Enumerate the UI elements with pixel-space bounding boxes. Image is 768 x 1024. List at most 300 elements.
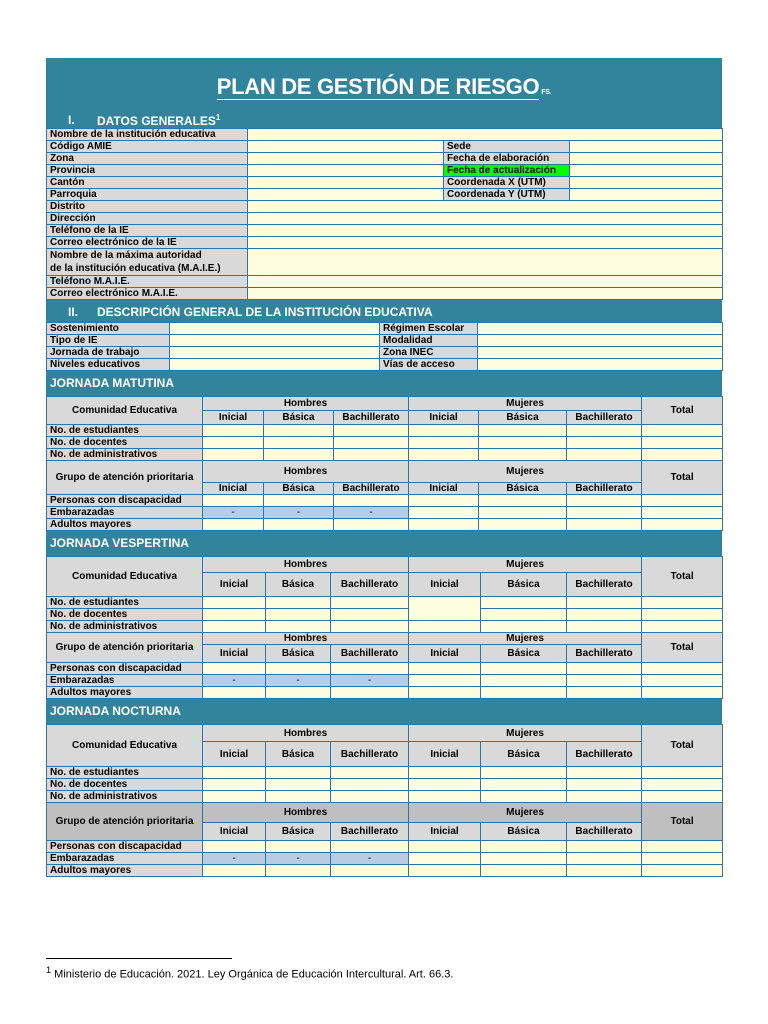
row-label-embarazadas: Embarazadas bbox=[47, 853, 203, 865]
label-codigo-amie: Código AMIE bbox=[47, 141, 248, 153]
cell-input[interactable] bbox=[203, 495, 264, 507]
label-fecha-actualizacion: Fecha de actualización bbox=[444, 165, 570, 177]
header-grupo-prioritario: Grupo de atención prioritaria bbox=[47, 633, 203, 663]
header-bachillerato: Bachillerato bbox=[567, 411, 642, 425]
section-datos-generales bbox=[46, 110, 722, 128]
cell-input[interactable] bbox=[264, 495, 334, 507]
cell-input[interactable] bbox=[203, 425, 264, 437]
jornada-matutina-header: JORNADA MATUTINA bbox=[46, 371, 722, 396]
cell-input[interactable] bbox=[409, 449, 479, 461]
section-title: DESCRIPCIÓN GENERAL DE LA INSTITUCIÓN EDUCATIVA bbox=[97, 305, 433, 319]
header-bachillerato: Bachillerato bbox=[334, 411, 409, 425]
cell-input[interactable] bbox=[409, 425, 479, 437]
cell-input[interactable] bbox=[642, 853, 723, 865]
table-row bbox=[47, 425, 723, 437]
cell-input[interactable] bbox=[266, 597, 331, 609]
header-inicial: Inicial bbox=[409, 823, 481, 841]
input-coord-x[interactable] bbox=[570, 177, 723, 189]
label-parroquia: Parroquia bbox=[47, 189, 248, 201]
cell-input[interactable] bbox=[567, 663, 642, 675]
row-label-administrativos: No. de administrativos bbox=[47, 791, 203, 803]
cell-input[interactable] bbox=[331, 865, 409, 877]
header-inicial: Inicial bbox=[409, 483, 479, 495]
header-grupo-prioritario: Grupo de atención prioritaria bbox=[47, 461, 203, 495]
cell-input[interactable] bbox=[409, 495, 479, 507]
footnote-separator bbox=[46, 958, 232, 959]
cell-input[interactable] bbox=[334, 449, 409, 461]
cell-input[interactable] bbox=[334, 437, 409, 449]
input-parroquia[interactable] bbox=[248, 189, 444, 201]
row-label-discapacidad: Personas con discapacidad bbox=[47, 841, 203, 853]
input-correo-maie[interactable] bbox=[248, 288, 723, 300]
header-bachillerato: Bachillerato bbox=[567, 573, 642, 597]
cell-input[interactable] bbox=[203, 687, 266, 699]
header-bachillerato: Bachillerato bbox=[567, 823, 642, 841]
descripcion-table bbox=[46, 322, 723, 371]
cell-input[interactable] bbox=[567, 507, 642, 519]
input-fecha-actualizacion[interactable] bbox=[570, 165, 723, 177]
cell-input[interactable] bbox=[642, 663, 723, 675]
jornada-nocturna-table bbox=[46, 724, 723, 877]
row-label-adultos: Adultos mayores bbox=[47, 519, 203, 531]
cell-input[interactable] bbox=[203, 437, 264, 449]
risk-plan-form bbox=[46, 58, 722, 877]
footnote-number: 1 bbox=[46, 965, 52, 975]
section-number: I. bbox=[68, 113, 75, 127]
row-label-docentes: No. de docentes bbox=[47, 437, 203, 449]
cell-input[interactable] bbox=[567, 687, 642, 699]
cell-input[interactable] bbox=[409, 791, 481, 803]
header-basica: Básica bbox=[481, 823, 567, 841]
cell-input[interactable] bbox=[642, 687, 723, 699]
cell-na: - bbox=[331, 853, 409, 865]
header-mujeres: Mujeres bbox=[409, 803, 642, 823]
jornada-nocturna-header: JORNADA NOCTURNA bbox=[46, 699, 722, 724]
cell-input[interactable] bbox=[331, 609, 409, 621]
table-row bbox=[47, 767, 723, 779]
label-regimen: Régimen Escolar bbox=[380, 323, 478, 335]
cell-input[interactable] bbox=[203, 449, 264, 461]
header-total: Total bbox=[642, 725, 723, 767]
cell-input[interactable] bbox=[567, 519, 642, 531]
label-distrito: Distrito bbox=[47, 201, 248, 213]
cell-input[interactable] bbox=[409, 437, 479, 449]
cell-input[interactable] bbox=[642, 841, 723, 853]
cell-input[interactable] bbox=[334, 425, 409, 437]
cell-input[interactable] bbox=[567, 437, 642, 449]
header-hombres: Hombres bbox=[203, 557, 409, 573]
label-nombre-maie bbox=[47, 249, 248, 276]
cell-input[interactable] bbox=[331, 841, 409, 853]
cell-input[interactable] bbox=[266, 609, 331, 621]
cell-input[interactable] bbox=[264, 425, 334, 437]
header-basica: Básica bbox=[264, 411, 334, 425]
cell-input[interactable] bbox=[642, 791, 723, 803]
cell-input[interactable] bbox=[481, 791, 567, 803]
header-inicial: Inicial bbox=[203, 411, 264, 425]
row-label-adultos: Adultos mayores bbox=[47, 865, 203, 877]
table-row bbox=[47, 675, 723, 687]
cell-na: - bbox=[334, 507, 409, 519]
cell-input[interactable] bbox=[642, 437, 723, 449]
cell-na: - bbox=[203, 507, 264, 519]
table-row bbox=[47, 791, 723, 803]
input-correo-ie[interactable] bbox=[248, 237, 723, 249]
input-zona[interactable] bbox=[248, 153, 444, 165]
input-niveles[interactable] bbox=[170, 359, 380, 371]
header-inicial: Inicial bbox=[203, 645, 266, 663]
title-text: PLAN DE GESTIÓN DE RIESGO bbox=[216, 74, 540, 99]
cell-input[interactable] bbox=[203, 663, 266, 675]
row-label-embarazadas: Embarazadas bbox=[47, 675, 203, 687]
cell-input[interactable] bbox=[642, 519, 723, 531]
header-hombres: Hombres bbox=[203, 725, 409, 742]
input-telefono-maie[interactable] bbox=[248, 276, 723, 288]
cell-input[interactable] bbox=[567, 791, 642, 803]
table-row bbox=[47, 519, 723, 531]
input-nombre-ie[interactable] bbox=[248, 129, 723, 141]
cell-input[interactable] bbox=[481, 865, 567, 877]
cell-input[interactable] bbox=[331, 597, 409, 609]
header-inicial: Inicial bbox=[409, 411, 479, 425]
cell-input[interactable] bbox=[264, 519, 334, 531]
cell-input[interactable] bbox=[642, 865, 723, 877]
cell-input[interactable] bbox=[409, 519, 479, 531]
label-telefono-ie: Teléfono de la IE bbox=[47, 225, 248, 237]
row-label-estudiantes: No. de estudiantes bbox=[47, 767, 203, 779]
header-bachillerato: Bachillerato bbox=[567, 645, 642, 663]
jornada-vespertina-header: JORNADA VESPERTINA bbox=[46, 531, 722, 556]
table-row bbox=[47, 449, 723, 461]
input-distrito[interactable] bbox=[248, 201, 723, 213]
cell-na: - bbox=[331, 675, 409, 687]
jornada-matutina-table bbox=[46, 396, 723, 531]
cell-input[interactable] bbox=[642, 609, 723, 621]
cell-input[interactable] bbox=[266, 687, 331, 699]
cell-input[interactable] bbox=[409, 687, 481, 699]
cell-input[interactable] bbox=[567, 449, 642, 461]
header-hombres: Hombres bbox=[203, 461, 409, 483]
header-inicial: Inicial bbox=[203, 573, 266, 597]
header-total: Total bbox=[642, 557, 723, 597]
cell-input[interactable] bbox=[481, 597, 567, 609]
header-mujeres: Mujeres bbox=[409, 725, 642, 742]
header-mujeres: Mujeres bbox=[409, 557, 642, 573]
table-row bbox=[47, 663, 723, 675]
cell-input[interactable] bbox=[409, 663, 481, 675]
input-sostenimiento[interactable] bbox=[170, 323, 380, 335]
header-basica: Básica bbox=[479, 411, 567, 425]
header-hombres: Hombres bbox=[203, 803, 409, 823]
cell-input[interactable] bbox=[567, 767, 642, 779]
header-basica: Básica bbox=[266, 742, 331, 767]
cell-na: - bbox=[203, 675, 266, 687]
cell-input[interactable] bbox=[409, 507, 479, 519]
header-inicial: Inicial bbox=[203, 483, 264, 495]
cell-input[interactable] bbox=[642, 425, 723, 437]
header-bachillerato: Bachillerato bbox=[331, 742, 409, 767]
header-grupo-prioritario: Grupo de atención prioritaria bbox=[47, 803, 203, 841]
row-label-estudiantes: No. de estudiantes bbox=[47, 425, 203, 437]
header-inicial: Inicial bbox=[203, 823, 266, 841]
cell-input[interactable] bbox=[409, 597, 481, 621]
row-label-docentes: No. de docentes bbox=[47, 609, 203, 621]
cell-input[interactable] bbox=[331, 621, 409, 633]
cell-input[interactable] bbox=[409, 779, 481, 791]
header-inicial: Inicial bbox=[409, 645, 481, 663]
cell-input[interactable] bbox=[481, 675, 567, 687]
table-row bbox=[47, 437, 723, 449]
section-number: II. bbox=[68, 305, 79, 319]
input-regimen[interactable] bbox=[478, 323, 723, 335]
label-modalidad: Modalidad bbox=[380, 335, 478, 347]
row-label-estudiantes: No. de estudiantes bbox=[47, 597, 203, 609]
cell-input[interactable] bbox=[331, 663, 409, 675]
cell-input[interactable] bbox=[642, 779, 723, 791]
label-fecha-elaboracion: Fecha de elaboración bbox=[444, 153, 570, 165]
page-title bbox=[46, 74, 722, 100]
cell-input[interactable] bbox=[567, 865, 642, 877]
label-zona: Zona bbox=[47, 153, 248, 165]
cell-input[interactable] bbox=[479, 495, 567, 507]
cell-na: - bbox=[266, 675, 331, 687]
cell-input[interactable] bbox=[331, 687, 409, 699]
cell-input[interactable] bbox=[567, 425, 642, 437]
label-zona-inec: Zona INEC bbox=[380, 347, 478, 359]
header-bachillerato: Bachillerato bbox=[331, 645, 409, 663]
label-nombre-maie-line2: de la institución educativa (M.A.I.E.) bbox=[50, 263, 221, 274]
title-bar bbox=[46, 58, 722, 110]
label-sostenimiento: Sostenimiento bbox=[47, 323, 170, 335]
cell-input[interactable] bbox=[331, 779, 409, 791]
label-direccion: Dirección bbox=[47, 213, 248, 225]
label-nombre-ie: Nombre de la institución educativa bbox=[47, 129, 248, 141]
cell-input[interactable] bbox=[567, 597, 642, 609]
cell-input[interactable] bbox=[567, 841, 642, 853]
footnote-text: Ministerio de Educación. 2021. Ley Orgánica de Educación Intercultural. Art. 66.3. bbox=[51, 968, 454, 981]
cell-input[interactable] bbox=[266, 791, 331, 803]
cell-input[interactable] bbox=[642, 449, 723, 461]
section-label: DATOS GENERALES bbox=[97, 114, 216, 128]
cell-input[interactable] bbox=[567, 675, 642, 687]
cell-input[interactable] bbox=[266, 621, 331, 633]
cell-input[interactable] bbox=[642, 495, 723, 507]
header-basica: Básica bbox=[266, 573, 331, 597]
table-row bbox=[47, 609, 723, 621]
table-row bbox=[47, 597, 723, 609]
cell-input[interactable] bbox=[567, 853, 642, 865]
cell-input[interactable] bbox=[481, 841, 567, 853]
header-bachillerato: Bachillerato bbox=[567, 742, 642, 767]
cell-input[interactable] bbox=[481, 779, 567, 791]
jornada-vespertina-table bbox=[46, 556, 723, 699]
cell-input[interactable] bbox=[331, 791, 409, 803]
cell-na: - bbox=[266, 853, 331, 865]
header-total: Total bbox=[642, 633, 723, 663]
cell-input[interactable] bbox=[203, 609, 266, 621]
table-row bbox=[47, 779, 723, 791]
table-row bbox=[47, 507, 723, 519]
cell-input[interactable] bbox=[203, 865, 266, 877]
row-label-discapacidad: Personas con discapacidad bbox=[47, 663, 203, 675]
label-coord-x: Coordenada X (UTM) bbox=[444, 177, 570, 189]
cell-input[interactable] bbox=[481, 621, 567, 633]
header-inicial: Inicial bbox=[409, 573, 481, 597]
cell-input[interactable] bbox=[203, 519, 264, 531]
cell-input[interactable] bbox=[481, 609, 567, 621]
cell-input[interactable] bbox=[409, 675, 481, 687]
label-niveles: Niveles educativos bbox=[47, 359, 170, 371]
cell-input[interactable] bbox=[479, 507, 567, 519]
label-jornada: Jornada de trabajo bbox=[47, 347, 170, 359]
cell-input[interactable] bbox=[642, 621, 723, 633]
cell-input[interactable] bbox=[203, 597, 266, 609]
cell-input[interactable] bbox=[642, 675, 723, 687]
header-basica: Básica bbox=[266, 823, 331, 841]
cell-input[interactable] bbox=[567, 495, 642, 507]
label-provincia: Provincia bbox=[47, 165, 248, 177]
cell-input[interactable] bbox=[567, 779, 642, 791]
label-nombre-maie-line1: Nombre de la máxima autoridad bbox=[50, 250, 202, 261]
cell-input[interactable] bbox=[642, 507, 723, 519]
row-label-administrativos: No. de administrativos bbox=[47, 621, 203, 633]
cell-input[interactable] bbox=[203, 779, 266, 791]
section-descripcion-general bbox=[46, 300, 722, 322]
header-total: Total bbox=[642, 803, 723, 841]
cell-input[interactable] bbox=[203, 767, 266, 779]
input-tipo-ie[interactable] bbox=[170, 335, 380, 347]
input-fecha-elaboracion[interactable] bbox=[570, 153, 723, 165]
cell-input[interactable] bbox=[409, 621, 481, 633]
header-comunidad: Comunidad Educativa bbox=[47, 725, 203, 767]
table-row bbox=[47, 687, 723, 699]
header-basica: Básica bbox=[481, 573, 567, 597]
input-canton[interactable] bbox=[248, 177, 444, 189]
table-row bbox=[47, 621, 723, 633]
header-basica: Básica bbox=[266, 645, 331, 663]
cell-input[interactable] bbox=[203, 791, 266, 803]
row-label-administrativos: No. de administrativos bbox=[47, 449, 203, 461]
cell-input[interactable] bbox=[481, 687, 567, 699]
header-mujeres: Mujeres bbox=[409, 633, 642, 645]
header-bachillerato: Bachillerato bbox=[331, 823, 409, 841]
header-basica: Básica bbox=[479, 483, 567, 495]
header-basica: Básica bbox=[481, 645, 567, 663]
cell-input[interactable] bbox=[334, 495, 409, 507]
cell-input[interactable] bbox=[479, 437, 567, 449]
row-label-embarazadas: Embarazadas bbox=[47, 507, 203, 519]
footnote bbox=[46, 965, 453, 981]
cell-input[interactable] bbox=[642, 767, 723, 779]
cell-input[interactable] bbox=[481, 767, 567, 779]
header-basica: Básica bbox=[481, 742, 567, 767]
cell-input[interactable] bbox=[481, 663, 567, 675]
header-comunidad: Comunidad Educativa bbox=[47, 557, 203, 597]
table-row bbox=[47, 853, 723, 865]
input-sede[interactable] bbox=[570, 141, 723, 153]
cell-input[interactable] bbox=[567, 609, 642, 621]
header-mujeres: Mujeres bbox=[409, 461, 642, 483]
cell-input[interactable] bbox=[266, 767, 331, 779]
row-label-docentes: No. de docentes bbox=[47, 779, 203, 791]
label-correo-ie: Correo electrónico de la IE bbox=[47, 237, 248, 249]
cell-na: - bbox=[264, 507, 334, 519]
label-coord-y: Coordenada Y (UTM) bbox=[444, 189, 570, 201]
datos-generales-table bbox=[46, 128, 723, 300]
row-label-adultos: Adultos mayores bbox=[47, 687, 203, 699]
cell-input[interactable] bbox=[409, 853, 481, 865]
header-bachillerato: Bachillerato bbox=[334, 483, 409, 495]
table-row bbox=[47, 841, 723, 853]
cell-input[interactable] bbox=[203, 841, 266, 853]
cell-input[interactable] bbox=[203, 621, 266, 633]
label-correo-maie: Correo electrónico M.A.I.E. bbox=[47, 288, 248, 300]
label-telefono-maie: Teléfono M.A.I.E. bbox=[47, 276, 248, 288]
cell-input[interactable] bbox=[642, 597, 723, 609]
title-suffix: FS. bbox=[541, 89, 552, 96]
cell-input[interactable] bbox=[334, 519, 409, 531]
cell-input[interactable] bbox=[264, 449, 334, 461]
input-codigo-amie[interactable] bbox=[248, 141, 444, 153]
cell-input[interactable] bbox=[479, 519, 567, 531]
input-modalidad[interactable] bbox=[478, 335, 723, 347]
cell-input[interactable] bbox=[266, 841, 331, 853]
cell-input[interactable] bbox=[481, 853, 567, 865]
label-vias: Vías de acceso bbox=[380, 359, 478, 371]
table-row bbox=[47, 495, 723, 507]
cell-input[interactable] bbox=[331, 767, 409, 779]
header-mujeres: Mujeres bbox=[409, 397, 642, 411]
header-comunidad: Comunidad Educativa bbox=[47, 397, 203, 425]
input-vias[interactable] bbox=[478, 359, 723, 371]
input-provincia[interactable] bbox=[248, 165, 444, 177]
input-zona-inec[interactable] bbox=[478, 347, 723, 359]
cell-input[interactable] bbox=[409, 841, 481, 853]
input-nombre-maie[interactable] bbox=[248, 249, 723, 276]
header-bachillerato: Bachillerato bbox=[567, 483, 642, 495]
cell-input[interactable] bbox=[479, 449, 567, 461]
label-tipo-ie: Tipo de IE bbox=[47, 335, 170, 347]
header-basica: Básica bbox=[264, 483, 334, 495]
cell-input[interactable] bbox=[266, 779, 331, 791]
row-label-discapacidad: Personas con discapacidad bbox=[47, 495, 203, 507]
header-inicial: Inicial bbox=[409, 742, 481, 767]
section-title bbox=[97, 113, 220, 128]
cell-input[interactable] bbox=[567, 621, 642, 633]
header-total: Total bbox=[642, 461, 723, 495]
input-jornada[interactable] bbox=[170, 347, 380, 359]
cell-input[interactable] bbox=[479, 425, 567, 437]
label-canton: Cantón bbox=[47, 177, 248, 189]
cell-input[interactable] bbox=[409, 767, 481, 779]
cell-input[interactable] bbox=[409, 865, 481, 877]
header-inicial: Inicial bbox=[203, 742, 266, 767]
input-coord-y[interactable] bbox=[570, 189, 723, 201]
cell-na: - bbox=[203, 853, 266, 865]
header-hombres: Hombres bbox=[203, 633, 409, 645]
cell-input[interactable] bbox=[264, 437, 334, 449]
input-direccion[interactable] bbox=[248, 213, 723, 225]
table-row bbox=[47, 865, 723, 877]
label-sede: Sede bbox=[444, 141, 570, 153]
cell-input[interactable] bbox=[266, 865, 331, 877]
cell-input[interactable] bbox=[266, 663, 331, 675]
header-hombres: Hombres bbox=[203, 397, 409, 411]
header-total: Total bbox=[642, 397, 723, 425]
input-telefono-ie[interactable] bbox=[248, 225, 723, 237]
header-bachillerato: Bachillerato bbox=[331, 573, 409, 597]
footnote-ref: 1 bbox=[215, 113, 221, 122]
